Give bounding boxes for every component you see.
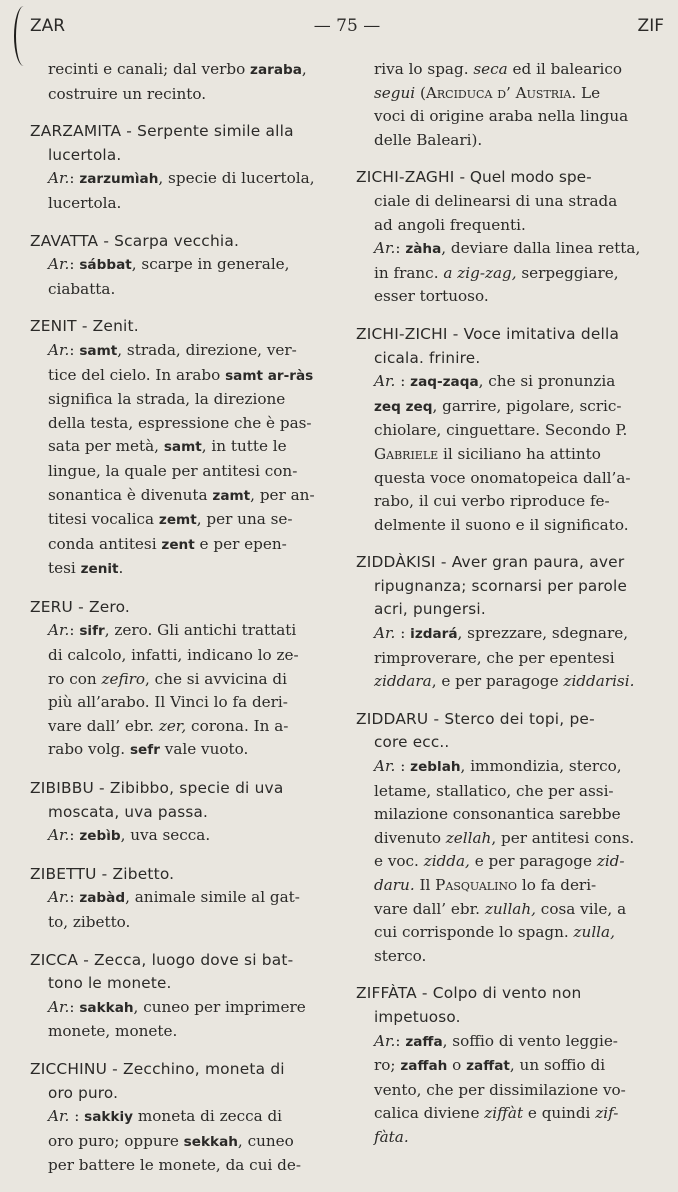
text-segment: : bbox=[395, 1031, 406, 1050]
text-segment: ( bbox=[415, 83, 426, 102]
text-segment: zellah bbox=[445, 828, 492, 847]
text-segment: zullah, bbox=[484, 899, 536, 918]
headword-text: - Zero. bbox=[73, 597, 131, 616]
entry-text-line bbox=[30, 715, 335, 739]
headword-text: acri, pungersi. bbox=[374, 600, 486, 619]
entry-headline bbox=[356, 982, 662, 1006]
entry-text-line bbox=[356, 1030, 662, 1055]
text-segment: daru. bbox=[374, 876, 415, 894]
page-edge-mark bbox=[14, 6, 28, 66]
text-segment: a zig-zag, bbox=[443, 263, 517, 282]
headword-text: ZIFFÀTA bbox=[356, 984, 417, 1003]
dictionary-entry-intro bbox=[30, 58, 335, 106]
text-segment: Gabriele bbox=[374, 444, 439, 463]
headword-text: lucertola. bbox=[48, 145, 122, 164]
text-segment: ziffàt bbox=[484, 1104, 524, 1123]
entry-text-line bbox=[356, 237, 662, 262]
text-segment: esser tortuoso. bbox=[374, 287, 489, 306]
text-segment: il siciliano ha attinto bbox=[438, 444, 601, 463]
entry-text-line bbox=[30, 1082, 335, 1106]
header-left-guide-word: ZAR bbox=[30, 16, 66, 36]
entry-text-line bbox=[356, 370, 662, 395]
text-segment: sonantica è divenuta bbox=[48, 485, 213, 504]
headword-text: ZERU bbox=[30, 597, 74, 616]
headword-text: - Zecca, luogo dove si bat- bbox=[78, 950, 294, 969]
entry-text-line bbox=[356, 395, 662, 420]
arabic-word: zaffat bbox=[466, 1058, 510, 1075]
entry-text-line bbox=[30, 412, 335, 436]
entry-text-line bbox=[356, 105, 662, 129]
headword-text: - Colpo di vento non bbox=[416, 984, 582, 1003]
entry-text-line bbox=[30, 83, 335, 107]
entry-text-line bbox=[356, 1102, 662, 1126]
arabic-word: zenit bbox=[80, 561, 119, 578]
text-segment: zid- bbox=[596, 852, 625, 871]
text-segment: Ar. bbox=[374, 624, 396, 643]
entry-text-line bbox=[30, 911, 335, 935]
entry-text-line bbox=[30, 167, 335, 192]
text-segment: sterco. bbox=[374, 946, 427, 965]
headword-text: moscata, uva passa. bbox=[48, 802, 209, 821]
entry-text-line bbox=[356, 214, 662, 238]
headword-text: core ecc.. bbox=[374, 733, 450, 752]
entry-text-line bbox=[356, 1006, 662, 1030]
entry-text-line bbox=[356, 262, 662, 286]
headword-text: ZIBIBBU bbox=[30, 779, 94, 798]
text-segment: voci di origine araba nella lingua bbox=[374, 107, 629, 126]
arabic-word: zamt bbox=[212, 487, 251, 504]
entry-text-line bbox=[30, 388, 335, 412]
text-segment: significa la strada, la direzione bbox=[48, 390, 286, 409]
text-segment: chiolare, cinguettare. Secondo P. bbox=[374, 421, 628, 440]
arabic-word: zàha bbox=[405, 241, 442, 258]
entry-headline bbox=[30, 230, 335, 254]
entry-text-line bbox=[30, 58, 335, 83]
entry-text-line bbox=[30, 557, 335, 582]
entry-text-line bbox=[356, 1079, 662, 1103]
text-segment: Ar. bbox=[374, 372, 396, 391]
text-segment: titesi vocalica bbox=[48, 510, 159, 529]
entry-text-line bbox=[30, 253, 335, 278]
dictionary-entry-zichi-zaghi bbox=[356, 166, 662, 309]
entry-text-line bbox=[30, 1105, 335, 1130]
entry-headline bbox=[356, 708, 662, 732]
text-segment: delle Baleari). bbox=[374, 130, 483, 149]
entry-headline bbox=[30, 315, 335, 339]
text-segment: : bbox=[69, 621, 80, 640]
entry-text-line bbox=[356, 755, 662, 780]
text-segment: fàta. bbox=[374, 1127, 409, 1146]
text-segment: , e per paragoge bbox=[431, 672, 564, 691]
headword-text: ZICCHINU bbox=[30, 1059, 108, 1078]
text-segment: zer, bbox=[158, 716, 187, 735]
headword-text: oro puro. bbox=[48, 1083, 119, 1102]
text-segment: - Quel modo spe- bbox=[454, 168, 592, 187]
entry-text-line bbox=[356, 490, 662, 514]
entry-text-line bbox=[356, 129, 662, 153]
text-segment: to, zibetto. bbox=[48, 913, 131, 931]
text-segment: oro puro; oppure bbox=[48, 1131, 184, 1150]
arabic-word: zeq zeq bbox=[374, 398, 433, 415]
entry-text-line bbox=[30, 484, 335, 509]
text-segment: più all’arabo. Il Vinci lo fa deri- bbox=[48, 693, 288, 712]
text-segment: delmente il suono e il significato. bbox=[374, 515, 629, 534]
arabic-word: samt bbox=[163, 439, 202, 456]
entry-text-line bbox=[356, 443, 662, 467]
entry-text-line bbox=[30, 1154, 335, 1178]
text-segment: tice del cielo. In arabo bbox=[48, 365, 226, 384]
text-segment: e quindi bbox=[523, 1104, 596, 1123]
headword-text: - Sterco dei topi, pe- bbox=[428, 709, 595, 728]
entry-text-line bbox=[30, 668, 335, 692]
dictionary-entry-ziffata bbox=[356, 982, 662, 1149]
entry-text-line bbox=[356, 1054, 662, 1079]
text-segment: , per antitesi cons. bbox=[491, 828, 635, 847]
arabic-word: zemt bbox=[158, 512, 197, 529]
headword-text: - Serpente simile alla bbox=[121, 122, 294, 141]
running-header bbox=[30, 16, 664, 44]
text-segment: , un soffio di bbox=[509, 1056, 606, 1075]
entry-text-line bbox=[356, 467, 662, 491]
entry-text-line bbox=[356, 622, 662, 647]
entry-text-line bbox=[30, 364, 335, 389]
text-segment: in franc. bbox=[374, 263, 444, 282]
entry-headline bbox=[30, 1058, 335, 1082]
text-segment: . bbox=[118, 559, 124, 578]
entry-text-line bbox=[30, 508, 335, 533]
text-segment: ad angoli frequenti. bbox=[374, 215, 526, 234]
text-segment: : bbox=[69, 169, 80, 188]
text-segment: conda antitesi bbox=[48, 534, 162, 553]
text-segment: cui corrisponde lo spagn. bbox=[374, 923, 574, 942]
entry-headline bbox=[30, 596, 335, 620]
entry-headline bbox=[356, 323, 662, 347]
text-segment: , che si pronunzia bbox=[478, 372, 616, 391]
text-segment: corona. In a- bbox=[186, 716, 289, 735]
entry-text-line bbox=[30, 435, 335, 460]
entry-text-line bbox=[356, 803, 662, 827]
text-segment: letame, stallatico, che per assi- bbox=[374, 781, 614, 800]
entry-text-line bbox=[356, 647, 662, 671]
entry-text-line bbox=[30, 1020, 335, 1044]
arabic-word: sakkiy bbox=[84, 1109, 134, 1126]
headword-text: ripugnanza; scornarsi per parole bbox=[374, 576, 627, 595]
text-segment: : bbox=[69, 997, 80, 1016]
dictionary-entry-zarzamita bbox=[30, 120, 335, 215]
entry-text-line bbox=[30, 339, 335, 364]
text-segment: ro; bbox=[374, 1056, 401, 1075]
entry-text-line bbox=[356, 874, 662, 898]
text-segment: Ar. bbox=[48, 997, 70, 1016]
arabic-word: sakkah bbox=[79, 999, 134, 1016]
entry-headline bbox=[356, 551, 662, 575]
text-segment: vare dall’ ebr. bbox=[374, 899, 485, 918]
text-segment: Pasqualino bbox=[435, 876, 518, 894]
text-segment: o bbox=[447, 1056, 467, 1075]
headword-text: impetuoso. bbox=[374, 1007, 461, 1026]
text-segment: , uva secca. bbox=[120, 826, 211, 845]
headword-text: ZIDDÀKISI bbox=[356, 553, 436, 572]
header-right-guide-word: ZIF bbox=[637, 16, 664, 36]
text-segment: lingue, la quale per antitesi con- bbox=[48, 461, 298, 480]
text-segment: , animale simile al gat- bbox=[125, 888, 300, 907]
text-segment: : bbox=[69, 255, 80, 274]
entry-text-line bbox=[356, 347, 662, 371]
entry-text-line bbox=[356, 598, 662, 622]
text-segment: , specie di lucertola, bbox=[158, 169, 315, 188]
text-segment: , in tutte le bbox=[201, 437, 287, 456]
arabic-word: zarzumìah bbox=[79, 171, 159, 188]
text-segment: : bbox=[395, 372, 411, 391]
entry-text-line bbox=[30, 1130, 335, 1155]
entry-headline bbox=[30, 949, 335, 973]
text-segment: Ar. bbox=[374, 239, 396, 258]
headword-text: tono le monete. bbox=[48, 974, 172, 993]
entry-headline bbox=[30, 777, 335, 801]
entry-headline bbox=[356, 166, 662, 190]
entry-headline bbox=[30, 120, 335, 144]
entry-text-line bbox=[30, 619, 335, 644]
arabic-word: zabàd bbox=[79, 890, 126, 907]
text-segment: lucertola. bbox=[48, 193, 122, 212]
arabic-word: zaffah bbox=[400, 1058, 448, 1075]
text-segment: : bbox=[69, 340, 80, 359]
dictionary-entry-zeru bbox=[30, 596, 335, 763]
text-segment: cosa vile, a bbox=[535, 899, 627, 918]
text-segment: ciale di delinearsi di una strada bbox=[374, 191, 618, 210]
headword-text: cicala. frinire. bbox=[374, 348, 481, 367]
entry-text-line bbox=[356, 285, 662, 309]
dictionary-entry-zicca bbox=[30, 949, 335, 1044]
page-number: — 75 — bbox=[313, 16, 381, 36]
arabic-word: sábbat bbox=[79, 257, 132, 274]
arabic-word: sekkah bbox=[183, 1133, 238, 1150]
text-segment: Ar. bbox=[374, 757, 396, 776]
right-column bbox=[356, 58, 662, 1164]
text-segment: serpeggiare, bbox=[516, 263, 619, 282]
text-segment: rabo volg. bbox=[48, 740, 130, 759]
text-segment: Ar. bbox=[48, 255, 70, 274]
entry-text-line bbox=[30, 278, 335, 302]
text-segment: , deviare dalla linea retta, bbox=[441, 239, 641, 258]
text-segment: , garrire, pigolare, scric- bbox=[432, 396, 622, 415]
dictionary-entry-zibibbu bbox=[30, 777, 335, 849]
text-segment: questa voce onomatopeica dall’a- bbox=[374, 468, 631, 487]
text-segment: Il bbox=[414, 876, 436, 894]
text-segment: , che si avvicina di bbox=[145, 669, 287, 688]
text-segment: , sprezzare, sdegnare, bbox=[457, 624, 629, 643]
headword-text: - Scarpa vecchia. bbox=[98, 231, 240, 250]
text-segment: sata per metà, bbox=[48, 437, 164, 456]
text-segment: , strada, direzione, ver- bbox=[117, 340, 297, 359]
arabic-word: zaq-zaqa bbox=[410, 374, 479, 391]
text-segment: : bbox=[69, 888, 80, 907]
text-segment: ro con bbox=[48, 669, 102, 688]
text-segment: ciabatta. bbox=[48, 279, 116, 298]
arabic-word: sefr bbox=[129, 742, 160, 759]
headword-text: - Aver gran paura, aver bbox=[435, 553, 625, 572]
text-segment: segui bbox=[374, 83, 416, 102]
text-segment: , cuneo per imprimere bbox=[133, 997, 306, 1016]
text-segment: riva lo spag. bbox=[374, 60, 474, 78]
text-segment: : bbox=[69, 1107, 85, 1126]
text-segment: , scarpe in generale, bbox=[131, 255, 290, 274]
text-segment: seca bbox=[473, 60, 508, 78]
dictionary-entry-zenit bbox=[30, 315, 335, 582]
text-segment: moneta di zecca di bbox=[133, 1107, 283, 1126]
headword-text: ZICHI-ZICHI bbox=[356, 324, 448, 343]
text-segment: monete, monete. bbox=[48, 1022, 178, 1041]
arabic-word: samt ar-ràs bbox=[225, 367, 314, 384]
text-segment: Ar. bbox=[48, 888, 70, 907]
text-segment: milazione consonantica sarebbe bbox=[374, 805, 621, 824]
dictionary-entry-cont bbox=[356, 58, 662, 152]
text-segment: vento, che per dissimilazione vo- bbox=[374, 1080, 626, 1099]
entry-text-line bbox=[30, 886, 335, 911]
entry-text-line bbox=[30, 460, 335, 484]
headword-text: ZIDDARU bbox=[356, 709, 429, 728]
headword-text: ZICHI-ZAGHI bbox=[356, 168, 455, 187]
text-segment: Ar. bbox=[48, 826, 70, 845]
text-segment: zulla, bbox=[573, 923, 615, 942]
text-segment: : bbox=[395, 624, 411, 643]
entry-text-line bbox=[356, 921, 662, 945]
dictionary-entry-ziddakisi bbox=[356, 551, 662, 694]
text-segment: , immondizia, sterco, bbox=[460, 757, 622, 776]
text-segment: tesi bbox=[48, 559, 81, 578]
entry-text-line bbox=[356, 670, 662, 694]
headword-text: - Zecchino, moneta di bbox=[107, 1059, 285, 1078]
text-segment: , zero. Gli antichi trattati bbox=[104, 621, 297, 640]
text-segment: e per paragoge bbox=[469, 852, 597, 871]
arabic-word: zaffa bbox=[405, 1033, 443, 1050]
text-segment: . Le bbox=[571, 83, 601, 102]
text-segment: e voc. bbox=[374, 852, 424, 871]
arabic-word: zebìb bbox=[79, 828, 121, 845]
entry-text-line bbox=[30, 144, 335, 168]
entry-text-line bbox=[356, 82, 662, 106]
entry-text-line bbox=[356, 514, 662, 538]
headword-text: ZENIT bbox=[30, 317, 77, 336]
headword-text: - Zibibbo, specie di uva bbox=[93, 779, 284, 798]
entry-text-line bbox=[30, 996, 335, 1021]
text-segment: zefiro bbox=[101, 669, 146, 688]
text-segment: rimproverare, che per epentesi bbox=[374, 648, 615, 667]
text-segment: costruire un recinto. bbox=[48, 84, 207, 103]
entry-text-line bbox=[30, 644, 335, 668]
headword-text: - Zibetto. bbox=[96, 864, 175, 883]
text-segment: Ar. bbox=[48, 621, 70, 640]
dictionary-entry-zichi-zichi bbox=[356, 323, 662, 537]
headword-text: ZAVATTA bbox=[30, 231, 99, 250]
text-segment: vale vuoto. bbox=[159, 740, 249, 759]
text-segment: zif- bbox=[595, 1104, 619, 1123]
entry-text-line bbox=[356, 827, 662, 851]
text-segment: per battere le monete, da cui de- bbox=[48, 1156, 301, 1175]
entry-text-line bbox=[30, 533, 335, 558]
entry-text-line bbox=[30, 972, 335, 996]
arabic-word: sifr bbox=[79, 623, 105, 640]
arabic-word: izdará bbox=[410, 626, 458, 643]
entry-text-line bbox=[30, 824, 335, 849]
entry-text-line bbox=[30, 192, 335, 216]
text-segment: Ar. bbox=[48, 169, 70, 188]
headword-text: - Voce imitativa della bbox=[447, 324, 620, 343]
text-segment: ziddarisi. bbox=[563, 672, 635, 691]
text-segment: , per an- bbox=[250, 485, 315, 504]
arabic-word: zent bbox=[161, 536, 195, 553]
dictionary-entry-ziddaru bbox=[356, 708, 662, 969]
text-segment: e per epen- bbox=[194, 534, 287, 553]
entry-text-line bbox=[356, 731, 662, 755]
text-segment: Ar. bbox=[48, 340, 70, 359]
text-segment: : bbox=[395, 757, 411, 776]
dictionary-entry-zicchinu bbox=[30, 1058, 335, 1178]
entry-text-line bbox=[356, 575, 662, 599]
dictionary-entry-zavatta bbox=[30, 230, 335, 302]
arabic-word: zeblah bbox=[410, 759, 461, 776]
text-segment: zidda, bbox=[423, 852, 470, 871]
text-segment: di calcolo, infatti, indicano lo ze- bbox=[48, 646, 299, 665]
text-segment: rabo, il cui verbo riproduce fe- bbox=[374, 492, 610, 511]
headword-text: ZIBETTU bbox=[30, 864, 97, 883]
entry-headline bbox=[30, 863, 335, 887]
text-segment: , cuneo bbox=[237, 1131, 294, 1150]
entry-text-line bbox=[30, 738, 335, 763]
text-segment: ed il balearico bbox=[507, 60, 623, 78]
headword-text: - Zenit. bbox=[76, 317, 139, 336]
text-segment: divenuto bbox=[374, 828, 446, 847]
text-segment: , per una se- bbox=[196, 510, 293, 529]
text-segment: , bbox=[301, 60, 307, 78]
entry-text-line bbox=[356, 419, 662, 443]
headword-text: ZICCA bbox=[30, 950, 79, 969]
entry-text-line bbox=[356, 850, 662, 874]
entry-text-line bbox=[30, 691, 335, 715]
dictionary-entry-zibettu bbox=[30, 863, 335, 935]
arabic-word: samt bbox=[79, 342, 118, 359]
text-segment: : bbox=[395, 239, 406, 258]
text-segment: Ar. bbox=[48, 1107, 70, 1126]
text-segment: : bbox=[69, 826, 80, 845]
text-segment: lo fa deri- bbox=[517, 876, 597, 894]
left-column bbox=[30, 58, 335, 1192]
entry-text-line bbox=[30, 801, 335, 825]
text-segment: recinti e canali; dal verbo bbox=[48, 60, 251, 78]
entry-text-line bbox=[356, 190, 662, 214]
text-segment: vare dall’ ebr. bbox=[48, 716, 159, 735]
entry-text-line bbox=[356, 898, 662, 922]
text-segment: Ar. bbox=[374, 1031, 396, 1050]
text-segment: Arciduca d’ Austria bbox=[425, 83, 572, 102]
entry-text-line bbox=[356, 58, 662, 82]
arabic-word: zaraba bbox=[250, 62, 302, 78]
entry-text-line bbox=[356, 780, 662, 804]
text-segment: calica diviene bbox=[374, 1104, 485, 1123]
text-segment: della testa, espressione che è pas- bbox=[48, 413, 312, 432]
text-segment: ziddara bbox=[374, 672, 432, 691]
headword-text: ZARZAMITA bbox=[30, 122, 122, 141]
text-segment: , soffio di vento leggie- bbox=[442, 1031, 618, 1050]
entry-text-line bbox=[356, 945, 662, 969]
